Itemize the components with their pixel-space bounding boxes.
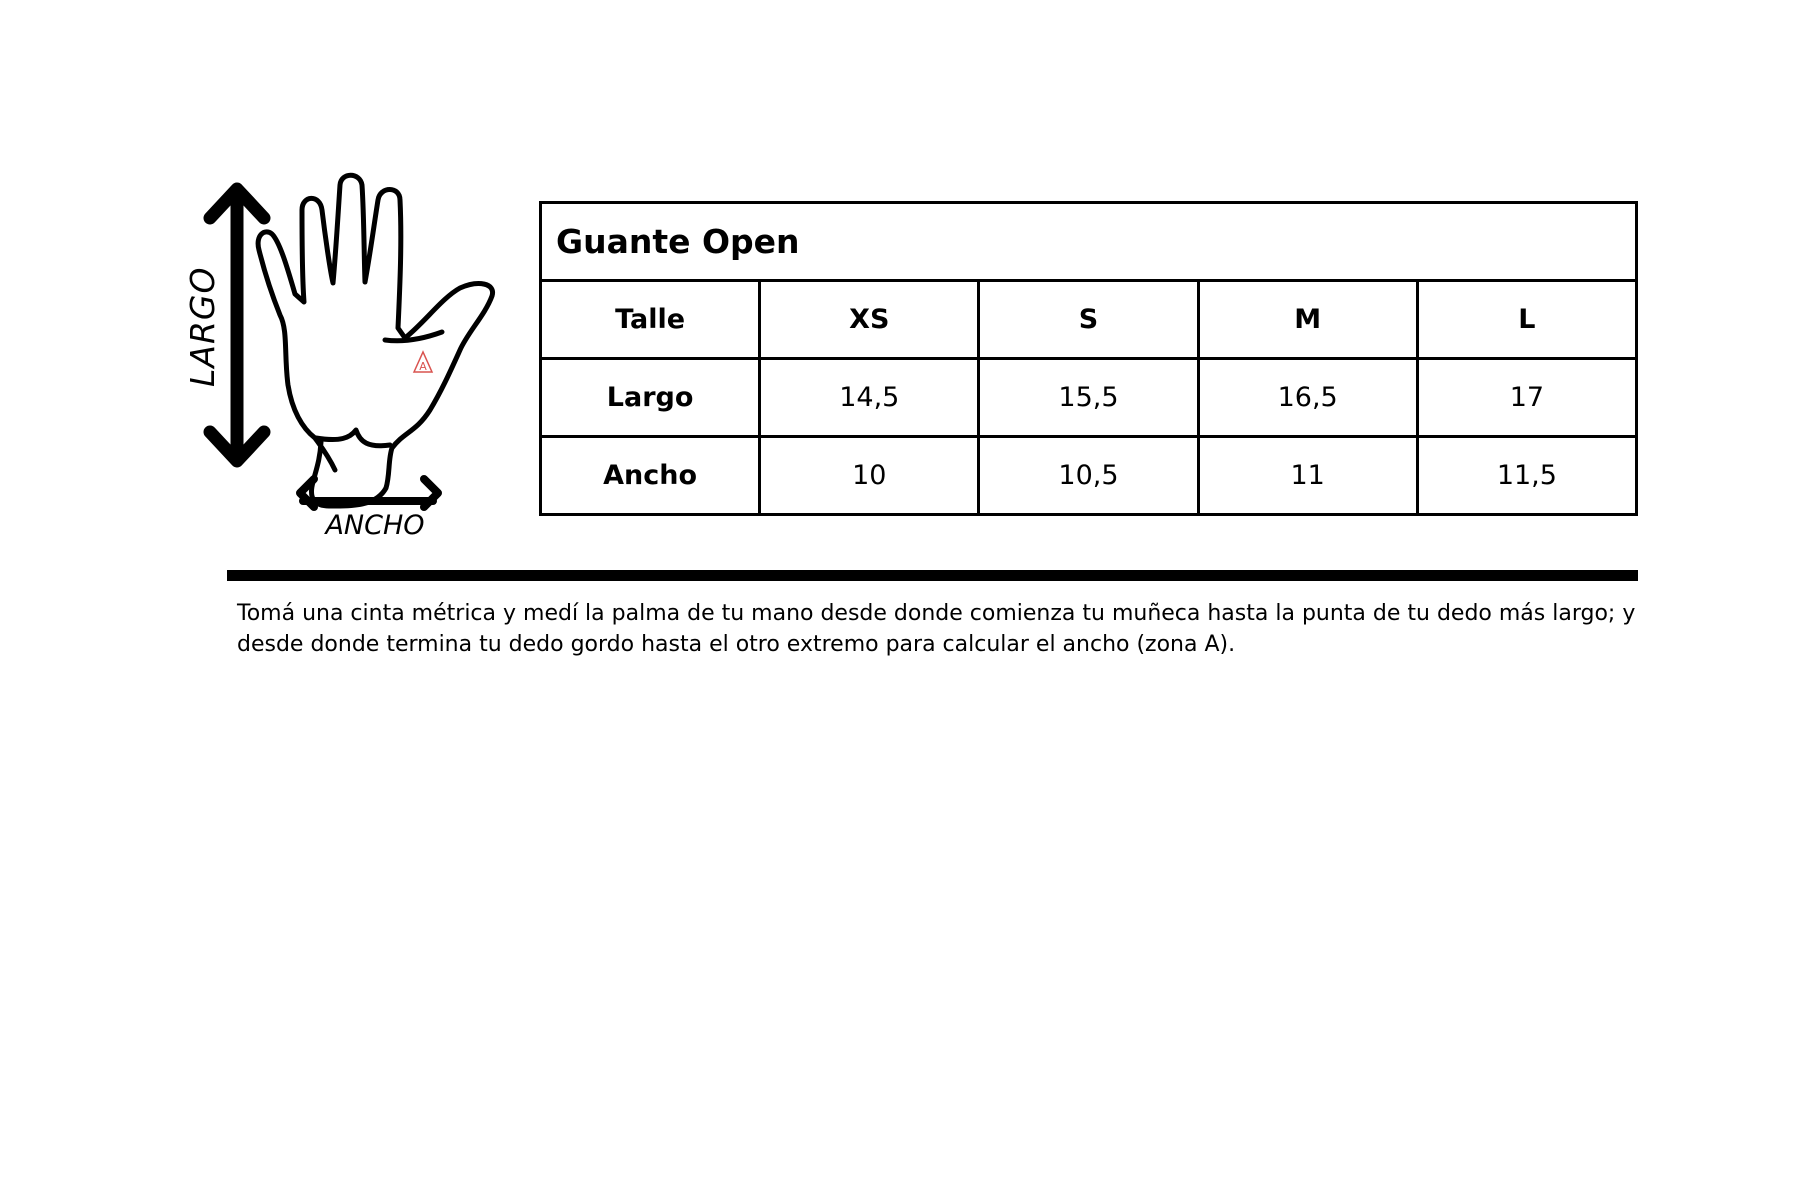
width-axis-label: ANCHO bbox=[325, 510, 425, 541]
value-cell: 17 bbox=[1417, 359, 1636, 437]
value-cell: 10 bbox=[760, 437, 979, 515]
table-header-row bbox=[541, 281, 1637, 359]
horizontal-double-arrow-icon bbox=[300, 479, 438, 507]
value-cell: 16,5 bbox=[1198, 359, 1417, 437]
size-header-cell: M bbox=[1198, 281, 1417, 359]
size-header-cell: S bbox=[979, 281, 1198, 359]
length-axis-label: LARGO bbox=[183, 266, 222, 387]
table-row bbox=[541, 437, 1637, 515]
value-cell: 11 bbox=[1198, 437, 1417, 515]
table-row bbox=[541, 359, 1637, 437]
hand-illustration-svg bbox=[180, 170, 540, 560]
glove-size-table bbox=[539, 201, 1638, 516]
measurement-instructions: Tomá una cinta métrica y medí la palma de tu mano desde donde comienza tu muñeca hasta la punta de tu dedo más largo; y desde donde termina tu dedo gordo hasta el otro extremo para calcular el ancho (zona A). bbox=[237, 601, 1636, 657]
hand-outline-icon bbox=[258, 175, 492, 506]
section-divider bbox=[227, 570, 1638, 581]
table-title-row bbox=[541, 203, 1637, 281]
zone-a-marker-icon bbox=[414, 352, 432, 373]
table-title: Guante Open bbox=[541, 203, 1637, 281]
size-header-cell: L bbox=[1417, 281, 1636, 359]
zone-a-marker-label: A bbox=[419, 360, 427, 373]
value-cell: 10,5 bbox=[979, 437, 1198, 515]
hand-measure-illustration bbox=[180, 170, 540, 560]
row-label-cell: Largo bbox=[541, 359, 760, 437]
value-cell: 11,5 bbox=[1417, 437, 1636, 515]
value-cell: 14,5 bbox=[760, 359, 979, 437]
header-label-cell: Talle bbox=[541, 281, 760, 359]
value-cell: 15,5 bbox=[979, 359, 1198, 437]
row-label-cell: Ancho bbox=[541, 437, 760, 515]
size-header-cell: XS bbox=[760, 281, 979, 359]
